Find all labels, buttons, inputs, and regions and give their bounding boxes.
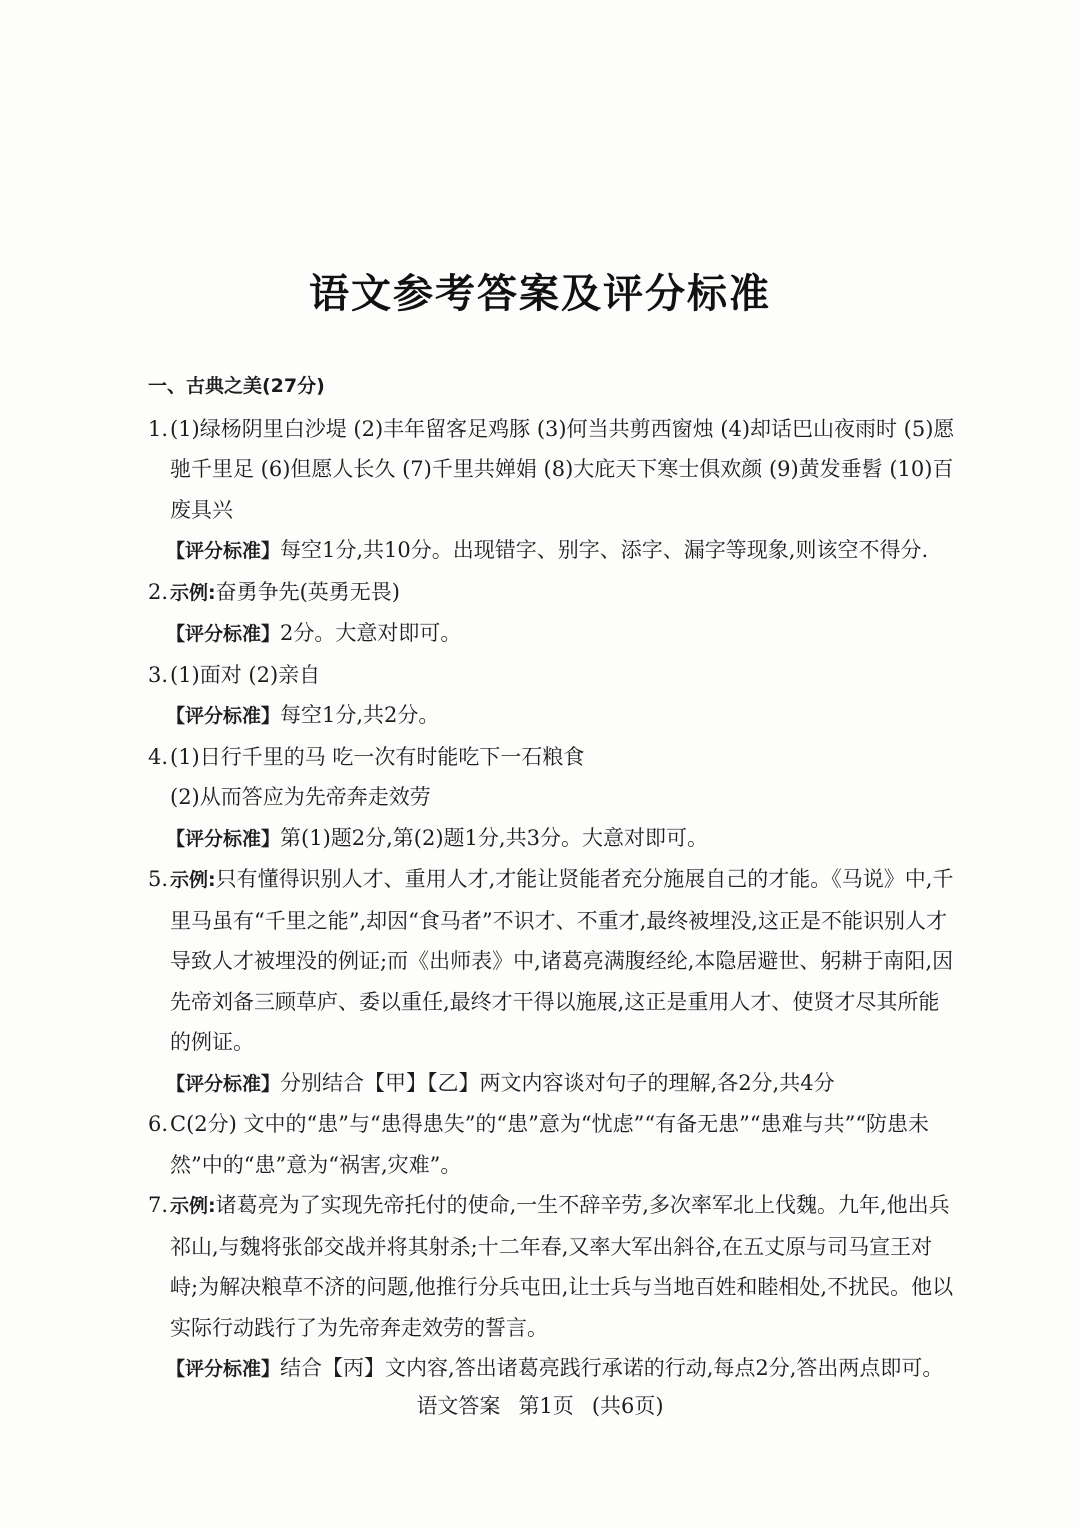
example-lead: 示例: xyxy=(170,1195,216,1217)
page-title: 语文参考答案及评分标准 xyxy=(309,271,771,317)
question-2-answer: 奋勇争先(英勇无畏) xyxy=(215,579,400,604)
section-heading: 一、古典之美(27分) xyxy=(148,375,325,397)
question-7 xyxy=(148,1185,960,1348)
question-3 xyxy=(148,655,960,696)
scoring-standard-2 xyxy=(148,613,960,655)
footer-page-number: 第1页 xyxy=(518,1394,574,1418)
question-5 xyxy=(148,859,960,1063)
question-number: 7. xyxy=(148,1193,169,1217)
question-7-answer: 诸葛亮为了实现先帝托付的使命,一生不辞辛劳,多次率军北上伐魏。九年,他出兵祁山,与魏将张郃交战并将其射杀;十二年春,又率大军出斜谷,在五丈原与司马宣王对峙;为解决粮草不济的问题,他推行分兵屯田,让士兵与当地百姓和睦相处,不扰民。他以实际行动践行了为先帝奔走效劳的誓言。 xyxy=(170,1193,954,1340)
question-4 xyxy=(148,737,960,818)
question-1-answers: (1)绿杨阴里白沙堤 (2)丰年留客足鸡豚 (3)何当共剪西窗烛 (4)却话巴山夜雨时 (5)愿驰千里足 (6)但愿人长久 (7)千里共婵娟 (8)大庇天下寒士俱欢颜 (9)黄发垂髫 (10)百废具兴 xyxy=(170,416,955,522)
scoring-label: 【评分标准】 xyxy=(166,705,281,727)
question-1 xyxy=(148,409,960,531)
scoring-text: 第(1)题2分,第(2)题1分,共3分。大意对即可。 xyxy=(280,825,708,850)
question-2 xyxy=(148,572,960,614)
scoring-standard-1 xyxy=(148,530,960,572)
scoring-standard-4 xyxy=(148,818,960,860)
scoring-text: 每空1分,共10分。出现错字、别字、添字、漏字等现象,则该空不得分. xyxy=(280,538,929,562)
question-number: 4. xyxy=(148,744,169,769)
page-footer xyxy=(0,1390,1080,1420)
question-number: 1. xyxy=(148,416,169,441)
footer-total-pages: (共6页) xyxy=(591,1394,664,1418)
question-5-answer: 只有懂得识别人才、重用人才,才能让贤能者充分施展自己的才能。《马说》中,千里马虽有“千里之能”,却因“食马者”不识才、不重才,最终被埋没,这正是不能识别人才导致人才被埋没的例证;而《出师表》中,诸葛亮满腹经纶,本隐居避世、躬耕于南阳,因先帝刘备三顾草庐、委以重任,最终才干得以施展,这正是重用人才、使贤才尽其所能的例证。 xyxy=(170,867,954,1054)
scoring-text: 2分。大意对即可。 xyxy=(280,621,462,645)
scoring-text: 每空1分,共2分。 xyxy=(280,703,440,727)
question-4-line-1: (1)日行千里的马 吃一次有时能吃下一石粮食 xyxy=(170,744,585,769)
example-lead: 示例: xyxy=(170,869,216,891)
scoring-label: 【评分标准】 xyxy=(166,1358,281,1380)
question-3-answer: (1)面对 (2)亲自 xyxy=(170,662,321,687)
scoring-text: 结合【丙】文内容,答出诸葛亮践行承诺的行动,每点2分,答出两点即可。 xyxy=(280,1356,944,1380)
question-6 xyxy=(148,1104,960,1185)
question-number: 6. xyxy=(148,1112,169,1136)
scoring-standard-7 xyxy=(148,1348,960,1390)
scoring-label: 【评分标准】 xyxy=(166,1072,281,1095)
question-6-answer: C(2分) 文中的“患”与“患得患失”的“患”意为“忧虑”“有备无患”“患难与共”“防患未然”中的“患”意为“祸害,灾难”。 xyxy=(170,1112,930,1177)
scoring-label: 【评分标准】 xyxy=(166,623,281,645)
question-number: 3. xyxy=(148,662,169,687)
answer-content xyxy=(148,366,960,1390)
scoring-standard-3 xyxy=(148,695,960,737)
scoring-standard-5 xyxy=(148,1063,960,1105)
footer-subject: 语文答案 xyxy=(416,1394,501,1418)
question-number: 5. xyxy=(148,867,169,891)
scoring-label: 【评分标准】 xyxy=(166,540,281,562)
question-number: 2. xyxy=(148,579,169,604)
scoring-text: 分别结合【甲】【乙】两文内容谈对句子的理解,各2分,共4分 xyxy=(280,1070,835,1095)
question-4-line-2: (2)从而答应为先帝奔走效劳 xyxy=(170,785,431,809)
example-lead: 示例: xyxy=(170,581,216,604)
scoring-label: 【评分标准】 xyxy=(166,827,281,850)
